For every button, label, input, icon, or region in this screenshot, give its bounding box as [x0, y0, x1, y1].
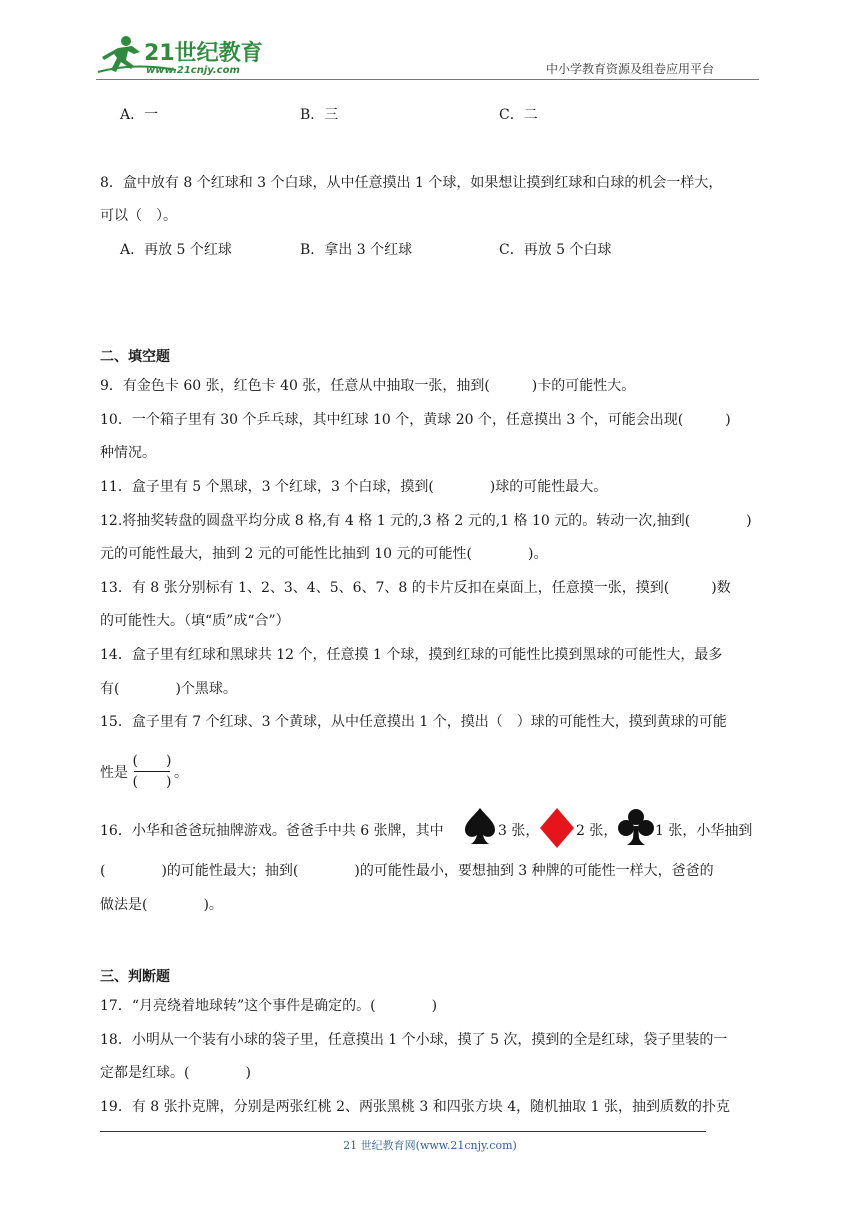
runner-logo-icon: [96, 32, 266, 78]
spade-icon: [463, 806, 497, 846]
fraction-bar: [134, 771, 170, 772]
q16-part-d: 1 张，小华抽到: [655, 823, 753, 839]
logo-text: 21世纪教育: [144, 41, 263, 66]
q16-part-a: 16．小华和爸爸玩抽牌游戏。爸爸手中共 6 张牌，其中: [100, 823, 444, 839]
diamond-icon: [539, 807, 575, 849]
fraction-denominator: ( ): [132, 774, 172, 790]
q10-line1: 10．一个箱子里有 30 个乒乓球，其中红球 10 个，黄球 20 个，任意摸出 3 个，可能会出现( ): [100, 412, 731, 428]
q8-line1: 8．盒中放有 8 个红球和 3 个白球，从中任意摸出 1 个球，如果想让摸到红球和白球的机会一样大，: [100, 175, 723, 191]
q12-line1: 12.将抽奖转盘的圆盘平均分成 8 格,有 4 格 1 元的,3 格 2 元的,1 格 10 元的。转动一次,抽到( ): [100, 513, 752, 529]
footer-link[interactable]: 21 世纪教育网(www.21cnjy.com): [343, 1139, 517, 1152]
q16-part-b: 3 张，: [498, 823, 540, 839]
site-logo: [96, 32, 266, 78]
fraction-numerator: ( ): [132, 753, 172, 769]
q15-prefix: 性是: [100, 765, 128, 781]
q15-fraction: [132, 752, 172, 791]
q8-line2: 可以（ ）。: [100, 208, 177, 224]
q14-line1: 14．盒子里有红球和黑球共 12 个，任意摸 1 个球，摸到红球的可能性比摸到黑球的可能性大，最多: [100, 647, 723, 663]
q7-option-b: B．三: [300, 107, 339, 123]
q18-line2: 定都是红球。( ): [100, 1065, 251, 1081]
q12-line2: 元的可能性最大，抽到 2 元的可能性比抽到 10 元的可能性( )。: [100, 546, 548, 562]
q13-line1: 13．有 8 张分别标有 1、2、3、4、5、6、7、8 的卡片反扣在桌面上，任意摸一张，摸到( )数: [100, 580, 731, 596]
q19-line1: 19．有 8 张扑克牌，分别是两张红桃 2、两张黑桃 3 和四张方块 4，随机抽取 1 张，抽到质数的扑克: [100, 1099, 730, 1115]
footer-divider: [100, 1131, 706, 1132]
q10-line2: 种情况。: [100, 445, 156, 461]
q16-part-c: 2 张，: [576, 823, 618, 839]
q11: 11．盒子里有 5 个黑球，3 个红球，3 个白球，摸到( )球的可能性最大。: [100, 479, 608, 495]
section-title-judgement: 三、判断题: [100, 969, 170, 985]
q18-line1: 18．小明从一个装有小球的袋子里，任意摸出 1 个小球，摸了 5 次，摸到的全是红球，袋子里装的一: [100, 1032, 728, 1048]
q16-line2: ( )的可能性最大；抽到( )的可能性最小，要想抽到 3 种牌的可能性一样大，爸爸的: [100, 863, 714, 879]
q17: 17．“月亮绕着地球转”这个事件是确定的。( ): [100, 998, 438, 1014]
q9: 9．有金色卡 60 张，红色卡 40 张，任意从中抽取一张，抽到( )卡的可能性大。: [100, 378, 636, 394]
header-divider: [96, 79, 759, 80]
q13-line2: 的可能性大。（填“质”成“合”）: [100, 613, 290, 629]
header-platform-text: 中小学教育资源及组卷应用平台: [546, 62, 715, 76]
q15-line1: 15．盒子里有 7 个红球、3 个黄球，从中任意摸出 1 个，摸出（ ）球的可能性大，摸到黄球的可能: [100, 714, 727, 730]
q8-option-a: A．再放 5 个红球: [120, 242, 232, 258]
q8-option-c: C．再放 5 个白球: [499, 242, 612, 258]
club-icon: [617, 808, 655, 846]
q16-line3: 做法是( )。: [100, 897, 223, 913]
q7-option-c: C．二: [499, 107, 538, 123]
q14-line2: 有( )个黑球。: [100, 681, 237, 697]
q7-option-a: A．一: [120, 107, 159, 123]
q8-option-b: B．拿出 3 个红球: [300, 242, 413, 258]
section-title-fill-blank: 二、填空题: [100, 349, 170, 365]
q15-suffix: 。: [174, 765, 188, 781]
logo-url: www.21cnjy.com: [146, 65, 240, 76]
